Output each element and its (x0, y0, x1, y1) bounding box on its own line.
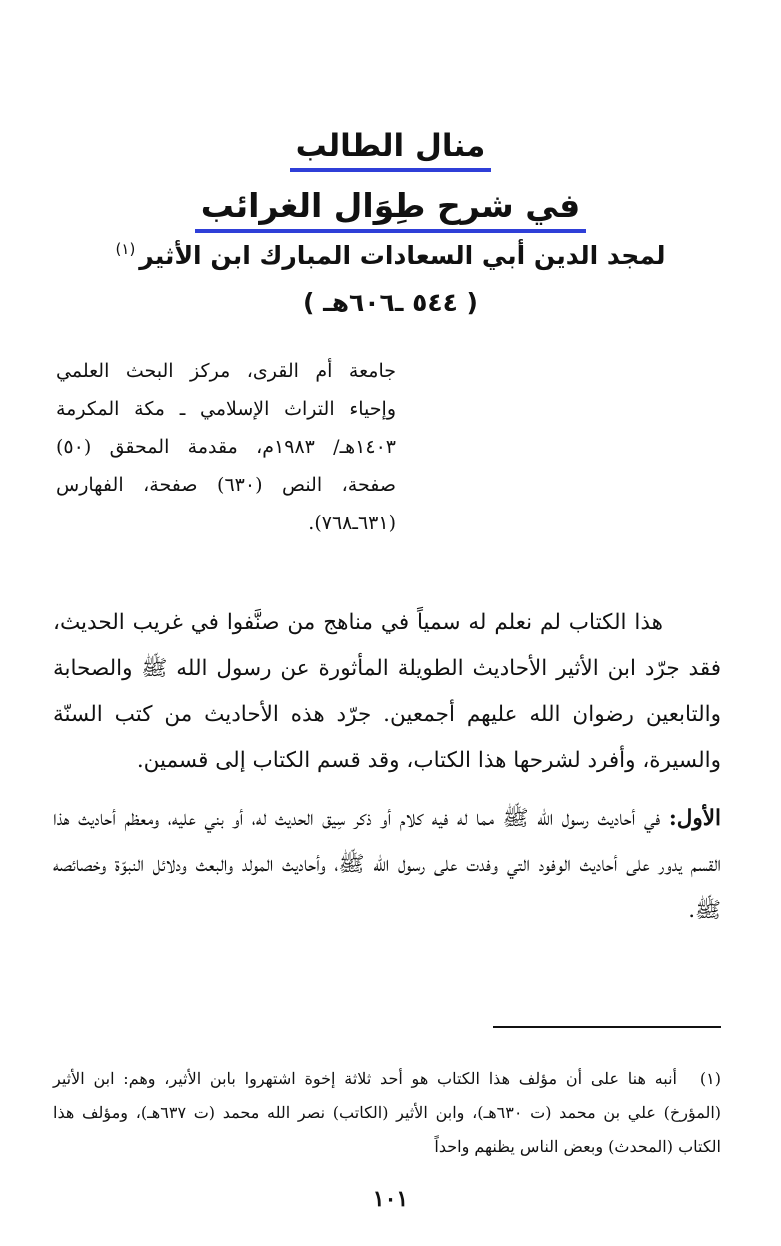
book-title (0, 128, 781, 172)
book-subtitle-text: في شرح طِوَال الغرائب (195, 186, 586, 233)
publication-info: جامعة أم القرى، مركز البحث العلمي وإحياء التراث الإسلامي ـ مكة المكرمة ١٤٠٣هـ/ ١٩٨٣م، مقدمة المحقق (٥٠) صفحة، النص (٦٣٠) صفحة، الفهارس (٦٣١ـ٧٦٨). (56, 360, 396, 534)
main-text (53, 600, 721, 946)
footnote-text: أنبه هنا على أن مؤلف هذا الكتاب هو أحد ثلاثة إخوة اشتهروا بابن الأثير، وهم: ابن الأثير (المؤرخ) علي بن محمد (ت ٦٣٠هـ)، وابن الأثير (الكاتب) نصر الله محمد (ت ٦٣٧هـ)، ومؤلف هذا الكتاب (المحدث) وبعض الناس يظنهم واحداً (53, 1069, 722, 1156)
section-text: في أحاديث رسول الله ﷺ مما له فيه كلام أو ذكر سِيق الحديث له، أو بني عليه، ومعظم أحاديث هذا القسم يدور على أحاديث الوفود التي وفدت على رسول الله ﷺ، وأحاديث المولد والبعث ودلائل النبوّة وخصائصه ﷺ. (53, 806, 721, 923)
footnote-divider (493, 1026, 721, 1028)
author-dates: ( ٥٤٤ ـ٦٠٦هـ ) (303, 288, 478, 317)
paragraph-first-section (53, 796, 721, 934)
book-subtitle (0, 186, 781, 233)
section-lead: الأول: (668, 806, 721, 831)
book-title-text: منال الطالب (290, 128, 492, 172)
author-name: لمجد الدين أبي السعادات المبارك ابن الأثير (139, 241, 666, 270)
page-number: ١٠١ (372, 1186, 409, 1212)
paragraph-intro: هذا الكتاب لم نعلم له سمياً في مناهج من صنَّفوا في غريب الحديث، فقد جرّد ابن الأثير الأحاديث الطويلة المأثورة عن رسول الله ﷺ والصحابة والتابعين رضوان الله عليهم أجمعين. جرّد هذه الأحاديث من كتب السنّة والسيرة، وأفرد لشرحها هذا الكتاب، وقد قسم الكتاب إلى قسمين. (53, 610, 721, 773)
footnote (53, 1062, 721, 1164)
author-footnote-ref[interactable]: (١) (115, 240, 136, 258)
author-line (0, 240, 781, 270)
footnote-number: (١) (699, 1069, 721, 1088)
